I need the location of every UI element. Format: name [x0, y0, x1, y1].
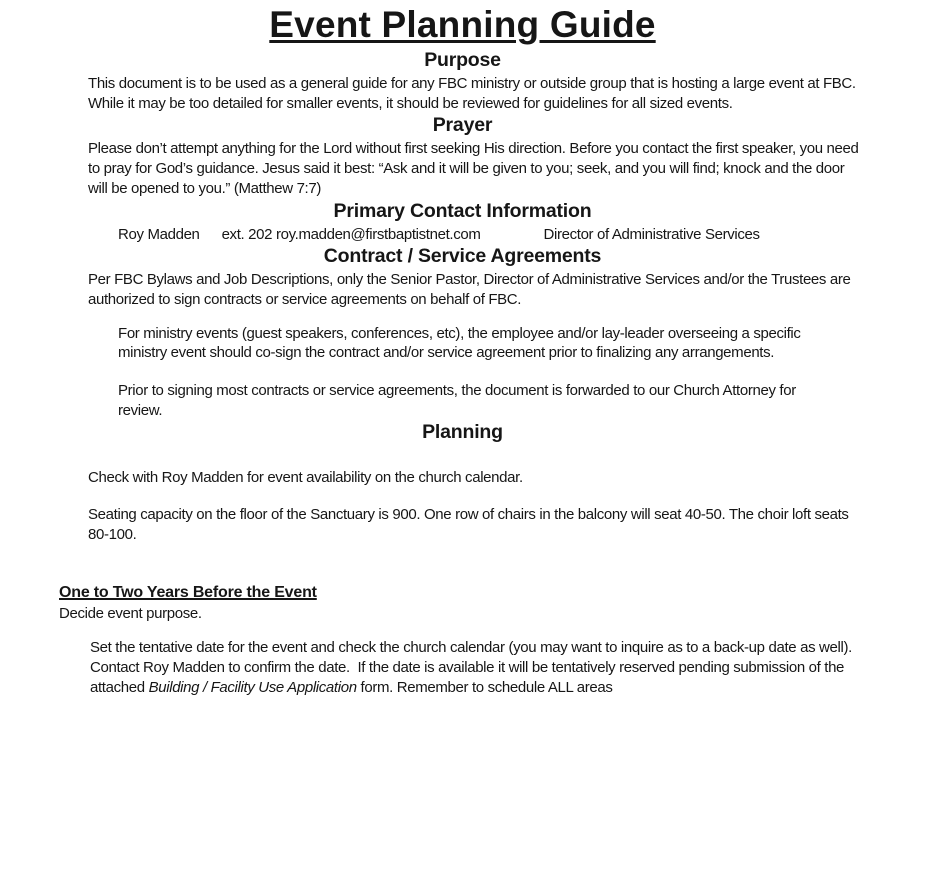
timeline-heading: One to Two Years Before the Event	[59, 583, 317, 601]
contact-phone-email: ext. 202 roy.madden@firstbaptistnet.com	[221, 225, 481, 243]
section-contracts	[0, 244, 925, 420]
document-page	[0, 2, 925, 697]
timeline-paragraph-2-lead: Set the tentative date for the event and check the church calendar (you may want to inquire as to a back-up date as well). Contact Roy Madden to confirm the date. If the date is available it will be tentatively reserved pending submission of the attached	[90, 639, 856, 696]
timeline-form-name: Building / Facility Use Application	[148, 678, 357, 696]
contracts-indent-paragraph-2: Prior to signing most contracts or service agreements, the document is forwarded to our Church Attorney for review.	[118, 382, 800, 419]
contact-name: Roy Madden	[118, 225, 200, 243]
timeline-paragraph-2	[90, 638, 868, 697]
prayer-body: Please don’t attempt anything for the Lord without first seeking His direction. Before you contact the first speaker, you need to pray for God’s guidance. Jesus said it best: “Ask and it will be given to you; seek, and you will find; knock and the door will be opened to you.” (Matthew 7:7)	[88, 140, 863, 197]
contracts-heading: Contract / Service Agreements	[323, 245, 602, 268]
section-purpose	[0, 48, 925, 113]
section-prayer	[0, 113, 925, 198]
purpose-heading: Purpose	[424, 49, 501, 71]
contracts-indent-paragraph-1: For ministry events (guest speakers, conferences, etc), the employee and/or lay-leader overseeing a specific ministry event should co-sign the contract and/or service agreement prior to finalizing any arrangements.	[118, 324, 805, 362]
planning-paragraph-2: Seating capacity on the floor of the Sanctuary is 900. One row of chairs in the balcony will seat 40-50. The choir loft seats 80-100.	[88, 506, 853, 543]
contracts-body: Per FBC Bylaws and Job Descriptions, only the Senior Pastor, Director of Administrative Services and/or the Trustees are authorized to sign contracts or service agreements on behalf of FBC.	[88, 271, 855, 308]
timeline-paragraph-2-tail: form. Remember to schedule ALL areas	[356, 678, 613, 696]
purpose-body: This document is to be used as a general guide for any FBC ministry or outside group that is hosting a large event at FBC. While it may be too detailed for smaller events, it should be reviewed for guidelines for all sized events.	[88, 75, 860, 112]
contact-role: Director of Administrative Services	[543, 225, 760, 243]
document-title: Event Planning Guide	[269, 4, 656, 45]
timeline-paragraph-1: Decide event purpose.	[59, 604, 202, 622]
section-planning	[0, 420, 925, 544]
section-timeline-one-to-two-years	[0, 583, 925, 698]
contact-row	[118, 225, 925, 245]
prayer-heading: Prayer	[432, 114, 493, 137]
section-primary-contact	[0, 199, 925, 245]
planning-paragraph-1: Check with Roy Madden for event availability on the church calendar.	[88, 469, 523, 487]
contact-heading: Primary Contact Information	[333, 199, 592, 222]
planning-heading: Planning	[422, 421, 503, 444]
